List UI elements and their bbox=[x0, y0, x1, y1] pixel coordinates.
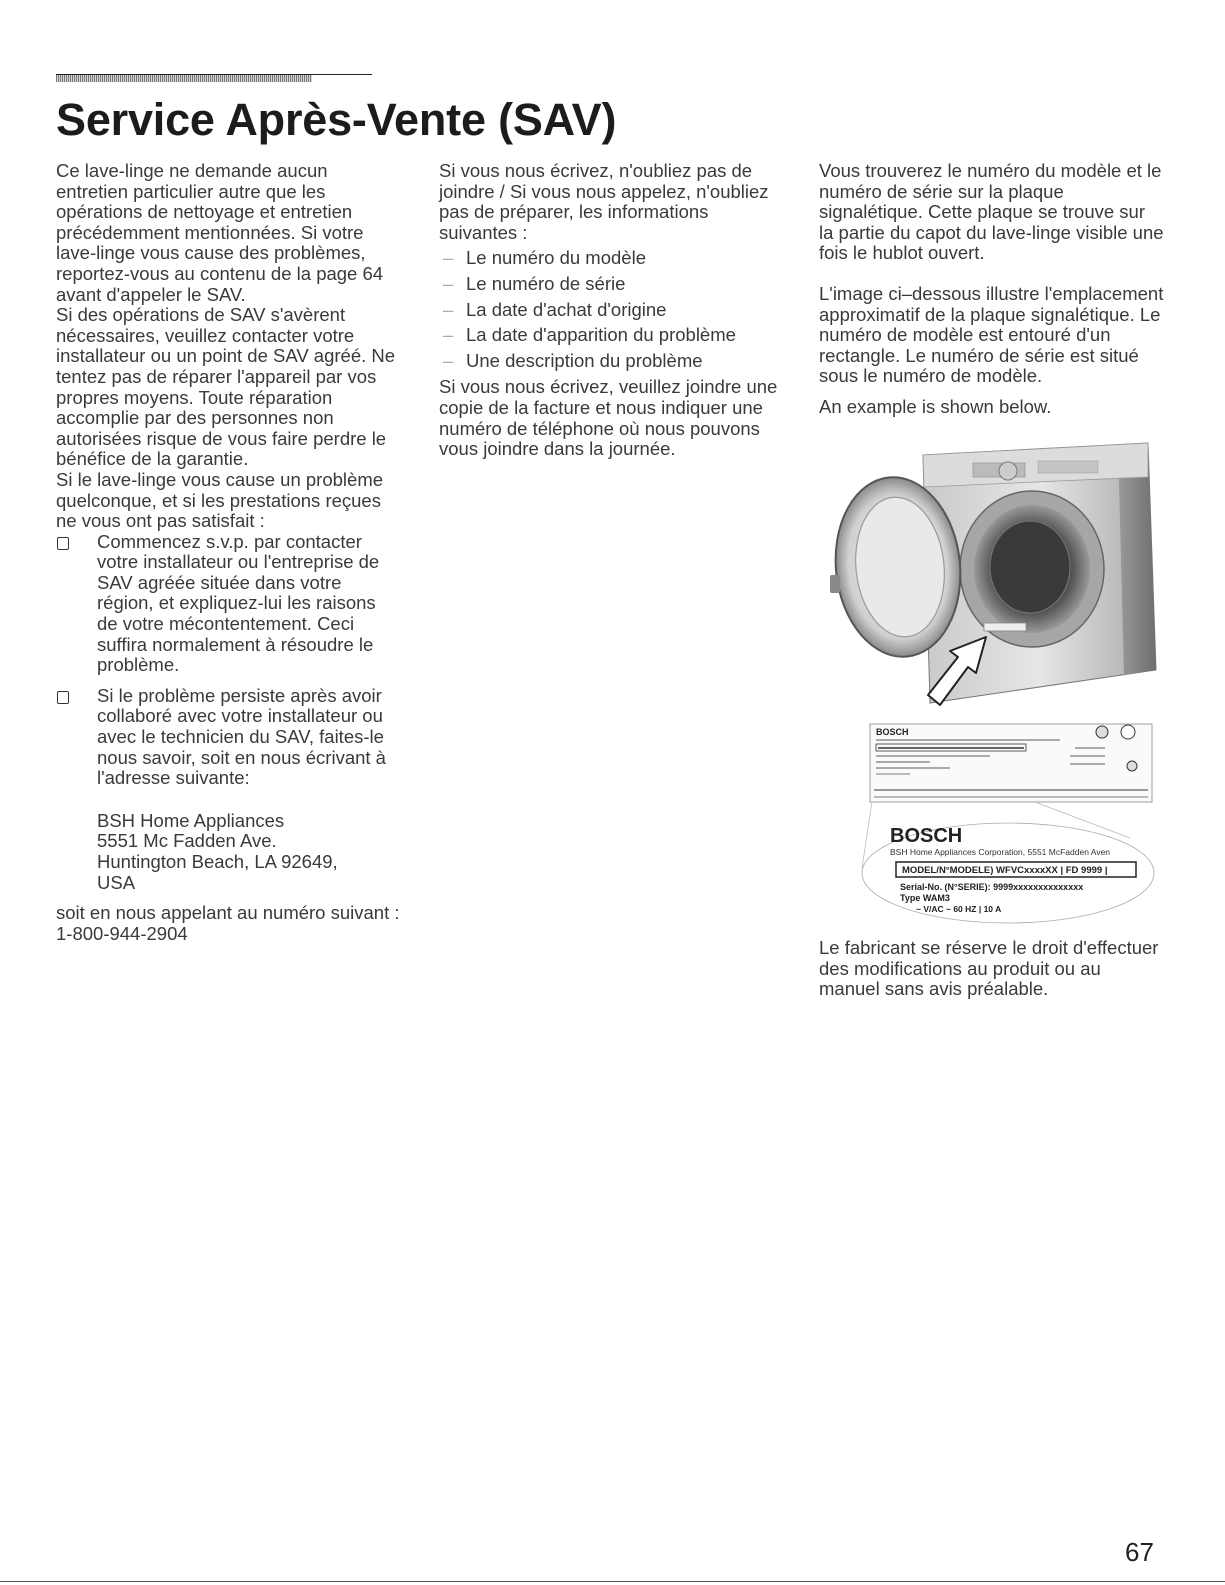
page-number: 67 bbox=[1125, 1537, 1154, 1567]
svg-text:BOSCH: BOSCH bbox=[876, 727, 909, 737]
label-type-line: Type WAM3 bbox=[900, 893, 950, 903]
dash-bullet: – bbox=[443, 349, 454, 371]
problem-paragraph: Si le lave-linge vous cause un problème quelconque, et si les prestations reçues ne vous ont pas satisfait : bbox=[56, 468, 384, 532]
phone-intro: soit en nous appelant au numéro suivant : bbox=[56, 902, 400, 924]
dash-bullet: – bbox=[443, 324, 454, 346]
checklist-item bbox=[56, 686, 401, 789]
list-item-text: Le numéro du modèle bbox=[466, 247, 646, 269]
label-brand: BOSCH bbox=[890, 825, 963, 847]
checklist bbox=[56, 532, 401, 789]
dash-bullet: – bbox=[443, 272, 454, 294]
list-item bbox=[439, 274, 784, 295]
rating-label-illustration bbox=[860, 718, 1160, 924]
checklist-item-text: Commencez s.v.p. par contacter votre installateur ou l'entreprise de SAV agréée située dans votre région, et expliquez-lui les raisons de votre mécontentement. Ceci suffira normalement à résoudre le problème. bbox=[97, 530, 380, 676]
list-item bbox=[439, 300, 784, 321]
invoice-paragraph: Si vous nous écrivez, veuillez joindre une copie de la facture et nous indiquer une numéro de téléphone où nous pouvons vous joindre dans la journée. bbox=[439, 376, 778, 460]
checklist-item-text: Si le problème persiste après avoir collaboré avec votre installateur ou avec le technicien du SAV, faites-le nous savoir, soit en nous écrivant à l'adresse suivante: bbox=[97, 684, 386, 789]
address-line: Huntington Beach, LA 92649, bbox=[97, 851, 338, 872]
footer-rule bbox=[0, 1581, 1225, 1582]
label-company: BSH Home Appliances Corporation, 5551 McFadden Aven bbox=[890, 847, 1111, 857]
list-item bbox=[439, 248, 784, 269]
disclaimer-paragraph: Le fabricant se réserve le droit d'effectuer des modifications au produit ou au manuel sans avis préalable. bbox=[819, 937, 1159, 1000]
address-line: BSH Home Appliances bbox=[97, 809, 285, 831]
checkbox-icon bbox=[57, 537, 69, 550]
label-power-line: ~ V/AC ~ 60 HZ | 10 A bbox=[916, 904, 1002, 914]
list-item bbox=[439, 351, 784, 372]
dash-bullet: – bbox=[443, 247, 454, 269]
checklist-item bbox=[56, 532, 401, 676]
list-item-text: La date d'achat d'origine bbox=[466, 298, 667, 320]
nameplate-paragraph: Vous trouverez le numéro du modèle et le numéro de série sur la plaque signalétique. Cette plaque se trouve sur la partie du capot du lave-linge visible une fois le hublot ouvert. bbox=[819, 160, 1164, 264]
list-item-text: La date d'apparition du problème bbox=[466, 324, 736, 346]
header-hatch-bar bbox=[56, 75, 312, 82]
dash-bullet: – bbox=[443, 298, 454, 320]
label-serial-line: Serial-No. (N°SERIE): 9999xxxxxxxxxxxxxx bbox=[900, 882, 1084, 892]
page-title: Service Après-Vente (SAV) bbox=[56, 94, 617, 145]
column-left bbox=[56, 161, 401, 944]
location-paragraph: L'image ci–dessous illustre l'emplacement approximatif de la plaque signalétique. Le numéro de modèle est entouré d'un rectangle. Le numéro de série est situé sous le numéro de modèle. bbox=[819, 282, 1164, 387]
postal-address bbox=[56, 811, 401, 893]
checkbox-icon bbox=[57, 691, 69, 704]
disclaimer-block bbox=[819, 938, 1164, 1000]
phone-number: 1-800-944-2904 bbox=[56, 922, 188, 944]
address-line: USA bbox=[97, 871, 136, 893]
column-right bbox=[819, 161, 1164, 418]
address-line: 5551 Mc Fadden Ave. bbox=[97, 830, 277, 852]
intro-paragraph: Ce lave-linge ne demande aucun entretien particulier autre que les opérations de nettoyage et entretien précédemment mentionnées. Si votre lave-linge vous cause des problèmes, reportez-vous au contenu de la page 64 avant d'appeler le SAV. bbox=[56, 160, 384, 305]
required-info-list bbox=[439, 248, 784, 371]
washer-illustration bbox=[818, 435, 1163, 713]
label-model-line: MODEL/N°MODELE) WFVCxxxxXX | FD 9999 | bbox=[902, 865, 1108, 876]
required-info-intro: Si vous nous écrivez, n'oubliez pas de joindre / Si vous nous appelez, n'oubliez pas de préparer, les informations suivantes : bbox=[439, 160, 769, 243]
list-item-text: Une description du problème bbox=[466, 349, 703, 371]
list-item bbox=[439, 325, 784, 346]
list-item-text: Le numéro de série bbox=[466, 272, 626, 294]
service-paragraph: Si des opérations de SAV s'avèrent nécessaires, veuillez contacter votre installateur ou un point de SAV agréé. Ne tentez pas de réparer l'appareil par vos propres moyens. Toute réparation accomplie par des personnes non autorisées risque de vous faire perdre le bénéfice de la garantie. bbox=[56, 304, 396, 470]
example-caption: An example is shown below. bbox=[819, 395, 1052, 417]
column-middle bbox=[439, 161, 784, 460]
